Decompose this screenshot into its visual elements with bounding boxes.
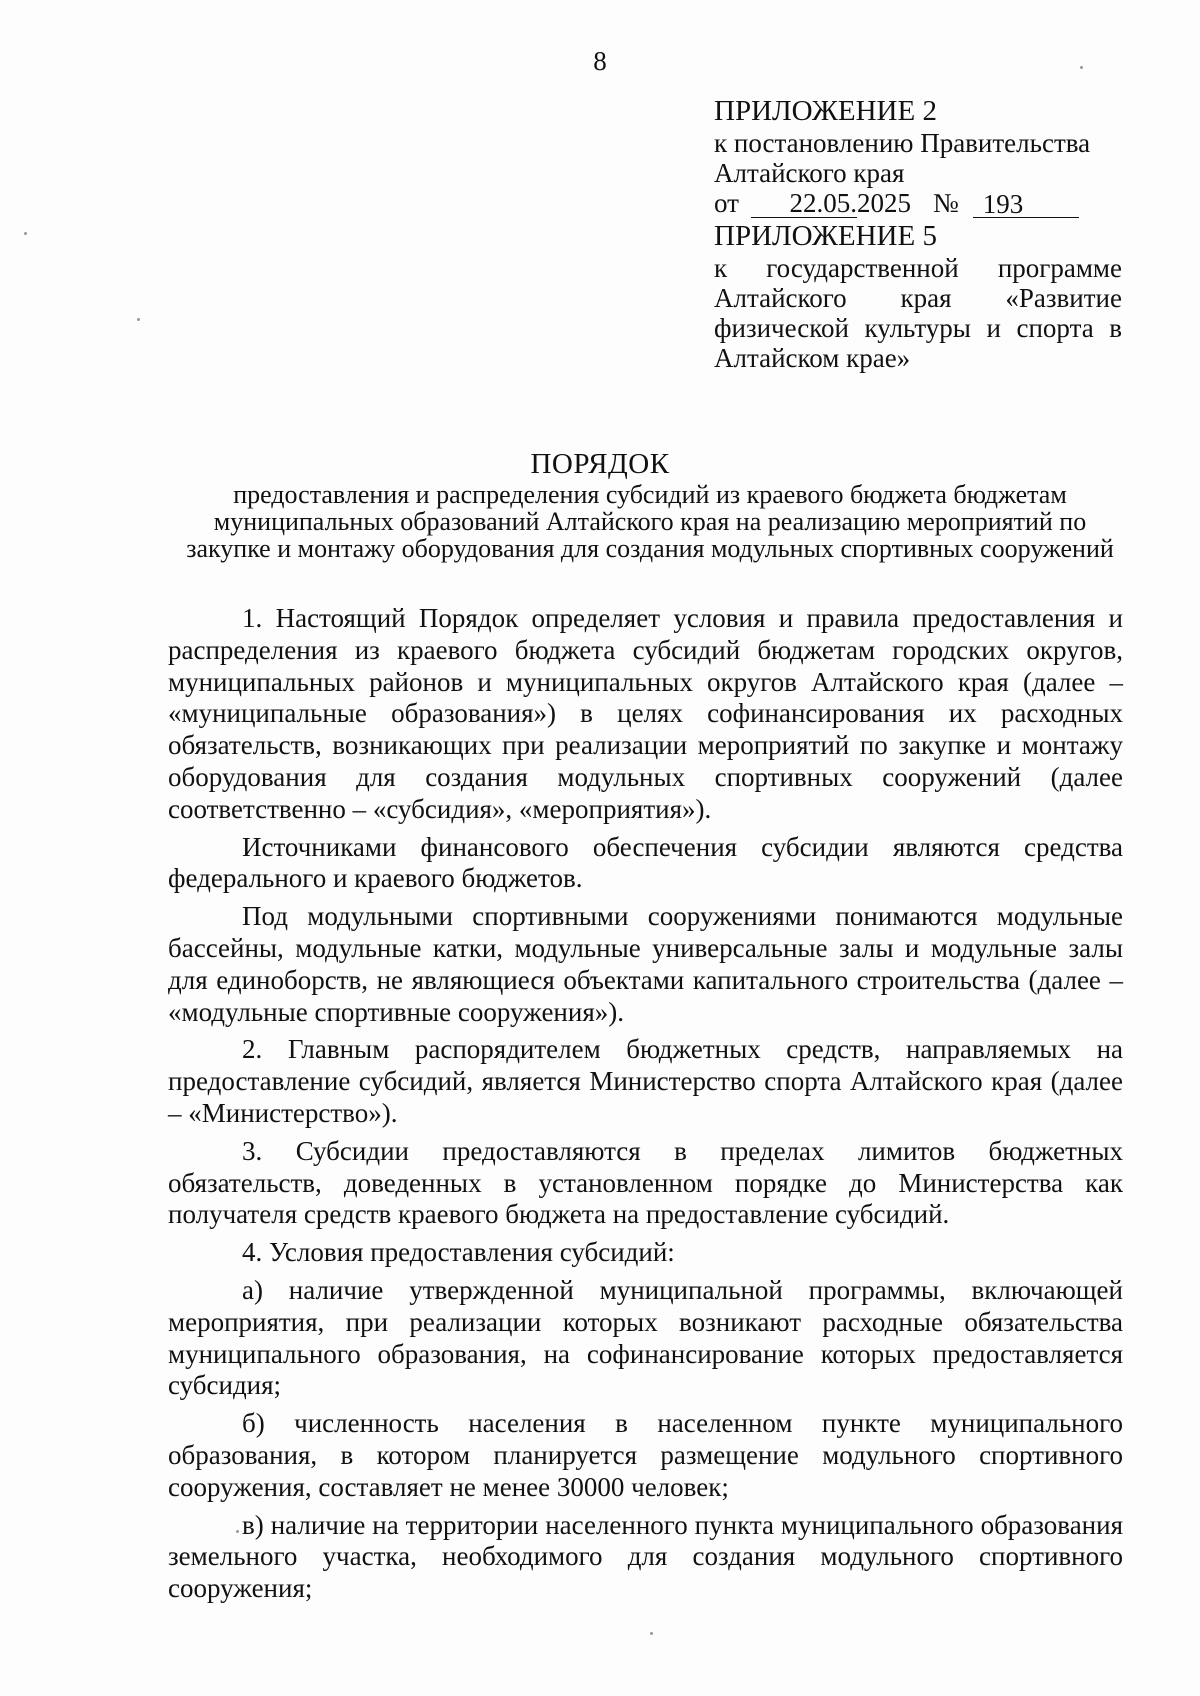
number-value: 193 — [973, 190, 1079, 218]
paragraph-1: 1. Настоящий Порядок определяет условия и правила предоставления и распределения из краевого бюджета субсидий бюджетам городских округов, муниципальных районов и муниципальных округов Алтайского края (далее – «муниципальные образования») в целях софинансирования их расходных обязательств, возникающих при реализации мероприятий по закупке и монтажу оборудования для создания модульных спортивных сооружений (далее соответственно – «субсидия», «мероприятия»). — [168, 603, 1123, 824]
scan-speck — [650, 1632, 653, 1635]
paragraph-4b: б) численность населения в населенном пункте муниципального образования, в котором планируется размещение модульного спортивного сооружения, составляет не менее 30000 человек; — [168, 1408, 1123, 1502]
document-subtitle: предоставления и распределения субсидий из краевого бюджета бюджетам муниципальных образований Алтайского края на реализацию мероприятий по закупке и монтажу оборудования для создания модульных спортивных сооружений — [186, 480, 1114, 563]
scan-speck — [1080, 66, 1083, 69]
annex-5-block — [714, 219, 1122, 373]
scan-speck — [137, 318, 140, 321]
date-prefix: от — [714, 188, 739, 218]
paragraph-4: 4. Условия предоставления субсидий: — [242, 1237, 675, 1268]
annex-2-block — [714, 94, 1122, 218]
paragraph-4c: в) наличие на территории населенного пункта муниципального образования земельного участка, необходимого для создания модульного спортивного сооружения; — [168, 1509, 1123, 1604]
date-year: 2025 — [856, 188, 911, 218]
paragraph-4a: а) наличие утвержденной муниципальной программы, включающей мероприятия, при реализации которых возникают расходные обязательства муниципального образования, на софинансирование которых предоставляется субсидия; — [168, 1274, 1123, 1401]
scan-speck — [236, 1530, 239, 1533]
scan-speck — [24, 232, 27, 235]
paragraph-sources: Источниками финансового обеспечения субсидии являются средства федерального и краевого бюджетов. — [168, 831, 1123, 894]
paragraph-2: 2. Главным распорядителем бюджетных средств, направляемых на предоставление субсидий, является Министерство спорта Алтайского края (далее – «Министерство»). — [168, 1034, 1123, 1128]
date-value: 22.05. — [751, 189, 857, 218]
document-title: ПОРЯДОК — [530, 448, 670, 480]
page-number: 8 — [593, 46, 607, 76]
number-sign: № — [932, 188, 959, 218]
paragraph-3: 3. Субсидии предоставляются в пределах лимитов бюджетных обязательств, доведенных в установленном порядке до Министерства как получателя средств краевого бюджета на предоставление субсидий. — [168, 1135, 1123, 1230]
annex-2-line-1: к постановлению Правительства — [714, 128, 1091, 158]
annex-2-title: ПРИЛОЖЕНИЕ 2 — [714, 95, 937, 127]
annex-2-date-line — [714, 188, 1122, 218]
annex-2-line-2: Алтайского края — [714, 158, 905, 188]
document-body — [168, 603, 1123, 1611]
paragraph-definition: Под модульными спортивными сооружениями понимаются модульные бассейны, модульные катки, модульные универсальные залы и модульные залы для единоборств, не являющиеся объектами капитального строительства (далее – «модульные спортивные сооружения»). — [168, 901, 1123, 1027]
annex-5-title: ПРИЛОЖЕНИЕ 5 — [714, 220, 937, 252]
annex-5-text: к государственной программе Алтайского края «Развитие физической культуры и спорта в Алтайском крае» — [714, 253, 1122, 373]
